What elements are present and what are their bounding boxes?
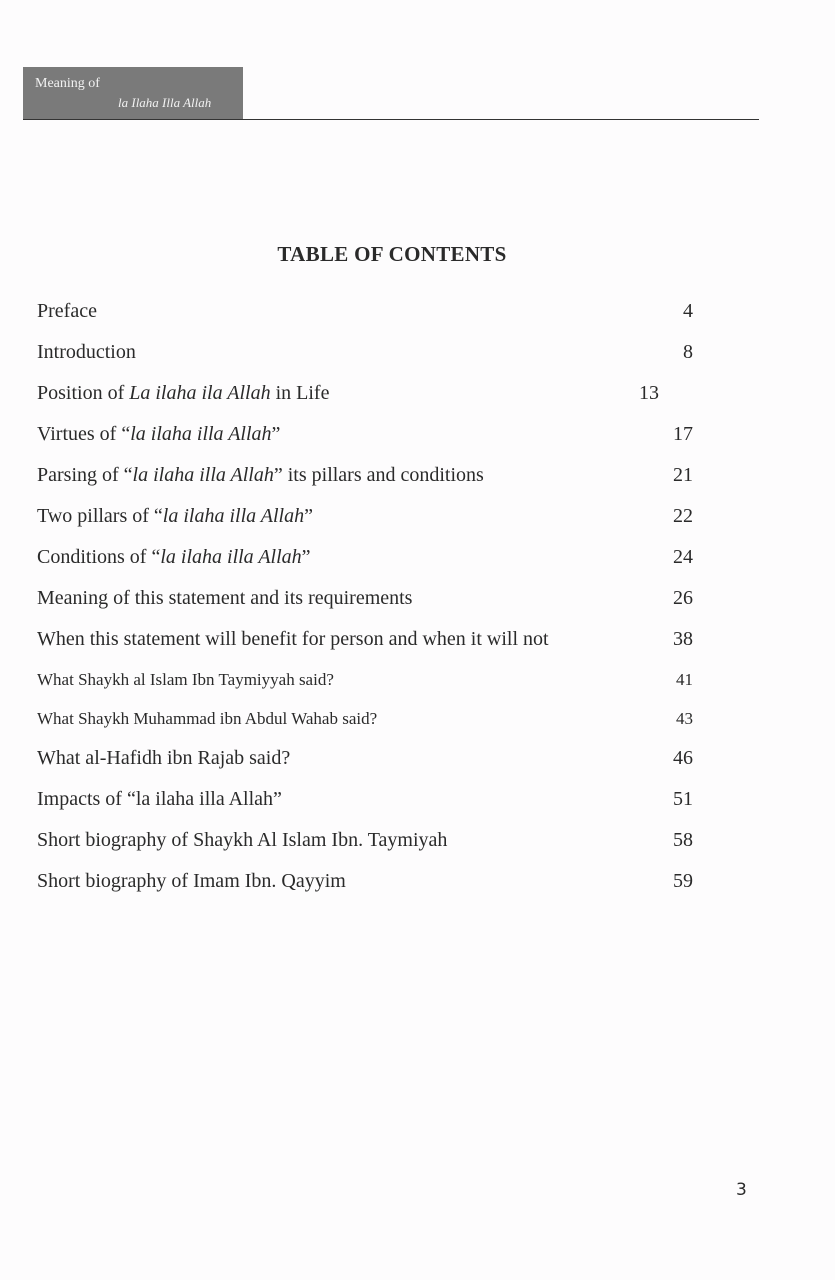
toc-title-part: la ilaha illa Allah [130,423,272,445]
toc-entry [37,624,697,665]
toc-title-part: ” [301,546,311,568]
toc-title-part: Conditions of “ [37,546,161,568]
toc-title-part: Short biography of Shaykh Al Islam Ibn. Taymiyah [37,829,448,851]
toc-entry-title [37,788,282,810]
toc-entry-title [37,829,447,851]
toc-entry-title [37,587,412,609]
toc-title-part: Preface [37,300,97,322]
toc-page-number: 58 [673,829,693,851]
toc-entry-title [37,505,313,527]
toc-title-part: Introduction [37,341,136,363]
toc-entry [37,460,697,501]
toc-title-part: ” its pillars and conditions [273,464,484,486]
toc-entry [37,866,697,907]
toc-entry-title [37,341,136,363]
toc-page-number: 46 [673,747,693,769]
toc-title-part: in Life [270,382,330,404]
toc-entry-title [37,709,377,728]
running-header [23,67,243,119]
toc-entry [37,825,697,866]
toc-page-number: 8 [683,341,693,363]
toc-title-part: Short biography of Imam Ibn. Qayyim [37,870,346,892]
toc-entry [37,419,697,460]
toc-entry-title [37,423,280,445]
page-number: 3 [736,1180,747,1200]
toc-page-number: 38 [673,628,693,650]
toc-entry [37,784,697,825]
toc-title-part: When this statement will benefit for person and when it will not [37,628,549,650]
toc-title-part: La ilaha ila Allah [129,382,271,404]
toc-title-part: ” [304,505,313,527]
toc-page-number: 24 [673,546,693,568]
toc-title-part: la ilaha illa Allah [160,546,302,568]
toc-page-number: 22 [673,505,693,527]
toc-entry [37,337,697,378]
toc-entry [37,583,697,624]
toc-title-part: What Shaykh al Islam Ibn Taymiyyah said? [37,670,334,689]
toc-entry [37,542,697,583]
toc-entry-title [37,464,484,486]
toc-entry-title [37,870,346,892]
toc-entry [37,378,697,419]
toc-title-part: Position of [37,382,130,404]
header-line-1: Meaning of [35,76,100,91]
toc-entry-title [37,300,97,322]
toc-title-part: Parsing of “ [37,464,133,486]
toc-title-part: Two pillars of “ [37,505,163,527]
toc-title-part: ” [271,423,281,445]
toc-page-number: 4 [683,300,693,322]
toc-title-part: What Shaykh Muhammad ibn Abdul Wahab said? [37,709,378,728]
toc-title-part: Meaning of this statement and its requirements [37,587,413,609]
toc-title-part: la ilaha illa Allah [162,505,305,527]
toc-entry [37,501,697,542]
toc-title-part: What al-Hafidh ibn Rajab said? [37,747,291,769]
toc-page-number: 43 [676,709,693,728]
header-line-2: la Ilaha Illa Allah [118,95,212,110]
toc-entry-title [37,628,549,650]
toc-title-part: Impacts of “la ilaha illa Allah” [37,788,282,810]
toc-page-number: 59 [673,870,693,892]
toc-entry [37,296,697,337]
header-rule [23,119,759,120]
toc-entry-title [37,747,290,769]
toc-entry-title [37,546,311,568]
toc-page-number: 51 [673,788,693,810]
toc-entry [37,665,697,704]
toc-page-number: 26 [673,587,693,609]
toc-title-part: la ilaha illa Allah [132,464,274,486]
table-of-contents [37,296,697,907]
toc-entry-title [37,670,334,689]
toc-title-part: Virtues of “ [37,423,131,445]
toc-page-number: 13 [639,382,659,404]
toc-page-number: 17 [673,423,693,445]
toc-entry-title [37,382,329,404]
toc-entry [37,704,697,743]
toc-page-number: 41 [676,670,693,689]
toc-entry [37,743,697,784]
toc-page-number: 21 [673,464,693,486]
page-title: TABLE OF CONTENTS [277,242,507,266]
